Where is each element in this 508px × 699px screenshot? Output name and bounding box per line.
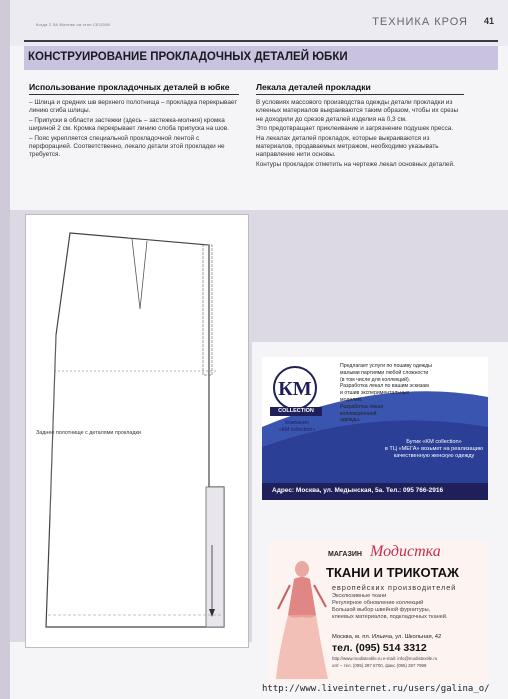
modistka-fax: опт – тел. (095) 287 6700, факс (095) 287 7998 <box>332 663 427 668</box>
modistka-store-label: МАГАЗИН <box>328 551 362 558</box>
left-paragraph: – Припуски в области застежки (здесь – застежка-молния) кромка шириной 2 см. Кромка перекрывает линию слоба припуска на шов. <box>29 116 229 133</box>
left-column <box>29 82 239 161</box>
page-spine <box>0 0 10 699</box>
modistka-feature-line: Большой выбор швейной фурнитуры, <box>332 607 431 614</box>
pattern-label: Заднее полотнище с деталями прокладки <box>36 430 141 436</box>
km-collection-badge: COLLECTION <box>270 407 322 416</box>
right-column <box>256 82 464 170</box>
modistka-ad <box>268 541 488 684</box>
right-column-heading: Лекала деталей прокладки <box>256 82 464 95</box>
km-intro-line: и отшив экспериментальных <box>340 390 410 397</box>
left-column-heading: Использование прокладочных деталей в юбке <box>29 82 239 95</box>
km-intro-line: Предлагает услуги по пошиву одежды <box>340 363 432 369</box>
modistka-brand: Модистка <box>370 543 441 560</box>
km-boutique-line: в ТЦ «МЕГА» возьмет на реализацию <box>384 446 484 453</box>
km-services-text <box>340 363 480 424</box>
header-small-text: Когда 2 ЛА Монтаж на стол СЕ/2006 <box>36 22 110 27</box>
modistka-phone: тел. (095) 514 3312 <box>332 642 427 654</box>
header-title: ТЕХНИКА КРОЯ <box>372 16 468 28</box>
km-boutique-line: Бутик «KM collection» <box>406 439 462 445</box>
modistka-feature-line: Эксклюзивные ткани <box>332 593 387 599</box>
header-rule <box>24 40 498 42</box>
km-intro-line: коллекционной <box>340 410 377 417</box>
km-company-line: Компания <box>285 420 309 426</box>
left-paragraph: – Шлица и средних шв верхнего полотнища – прокладка перекрывает линию сгиба шлицы. <box>29 99 238 115</box>
km-logo-text: КМ <box>278 378 312 400</box>
section-title-bar <box>24 46 498 70</box>
modistka-address: Москва, м. пл. Ильича, ул. Школьная, 42 <box>332 634 442 640</box>
km-company-line: «КМ collection» <box>278 426 316 433</box>
right-paragraph: На лекалах деталей прокладок, которые выкраиваются из материалов, продаваемых метражом, необходимо указывать направление нити основы. <box>256 134 439 159</box>
km-collection-ad <box>262 357 488 500</box>
km-company-name <box>270 420 324 433</box>
km-intro-line: (в том числе для коллекций). <box>340 376 411 383</box>
km-intro-line: малыми партиями любой сложности <box>340 369 429 376</box>
km-address: Адрес: Москва, ул. Медынская, 5а. Тел.: 095 766-2916 <box>272 487 444 494</box>
km-intro-line: одежды. <box>340 417 361 424</box>
fashion-figure-illustration <box>272 555 330 681</box>
modistka-features <box>332 593 482 621</box>
km-address-bar <box>262 483 488 500</box>
km-logo-icon <box>272 365 318 411</box>
right-paragraph: Это предотвращает приклеивание и загрязнение подушек пресса. <box>256 125 454 133</box>
km-boutique-line: качественную женскую одежду <box>393 453 475 460</box>
modistka-title: ТКАНИ И ТРИКОТАЖ <box>326 565 459 580</box>
watermark-url[interactable]: http://www.liveinternet.ru/users/galina_o/ <box>262 684 490 694</box>
modistka-website: http://www.modistextile.ru e-mail: info@modistextile.ru <box>332 656 438 661</box>
right-paragraph: Контуры прокладок отметить на чертеже лекал основных деталей. <box>256 160 455 168</box>
modistka-feature-line: клеевых материалов, подкладочных тканей. <box>332 614 448 621</box>
km-intro-line: моделей. <box>340 396 363 403</box>
page-number: 41 <box>483 16 494 26</box>
modistka-subtitle: европейских производителей <box>332 583 457 592</box>
km-intro-line: Разработка лекал <box>340 403 384 410</box>
modistka-feature-line: Регулярное обновление коллекций <box>332 600 424 607</box>
left-paragraph: – Пояс укрепляется специальной прокладочной лентой с перфорацией. Соответственно, лекало детали этой прокладки не требуется. <box>29 134 225 159</box>
section-title: КОНСТРУИРОВАНИЕ ПРОКЛАДОЧНЫХ ДЕТАЛЕЙ ЮБКИ <box>28 51 348 63</box>
km-boutique-text <box>382 439 486 461</box>
right-paragraph: В условиях массового производства одежды детали прокладки из клееных материалов выкраиваются таким образом, чтобы их срезы не доходили до срезов деталей изделия на 0,3 см. <box>256 99 459 123</box>
km-intro-line: Разработка лекал по вашим эскизам <box>340 383 429 390</box>
